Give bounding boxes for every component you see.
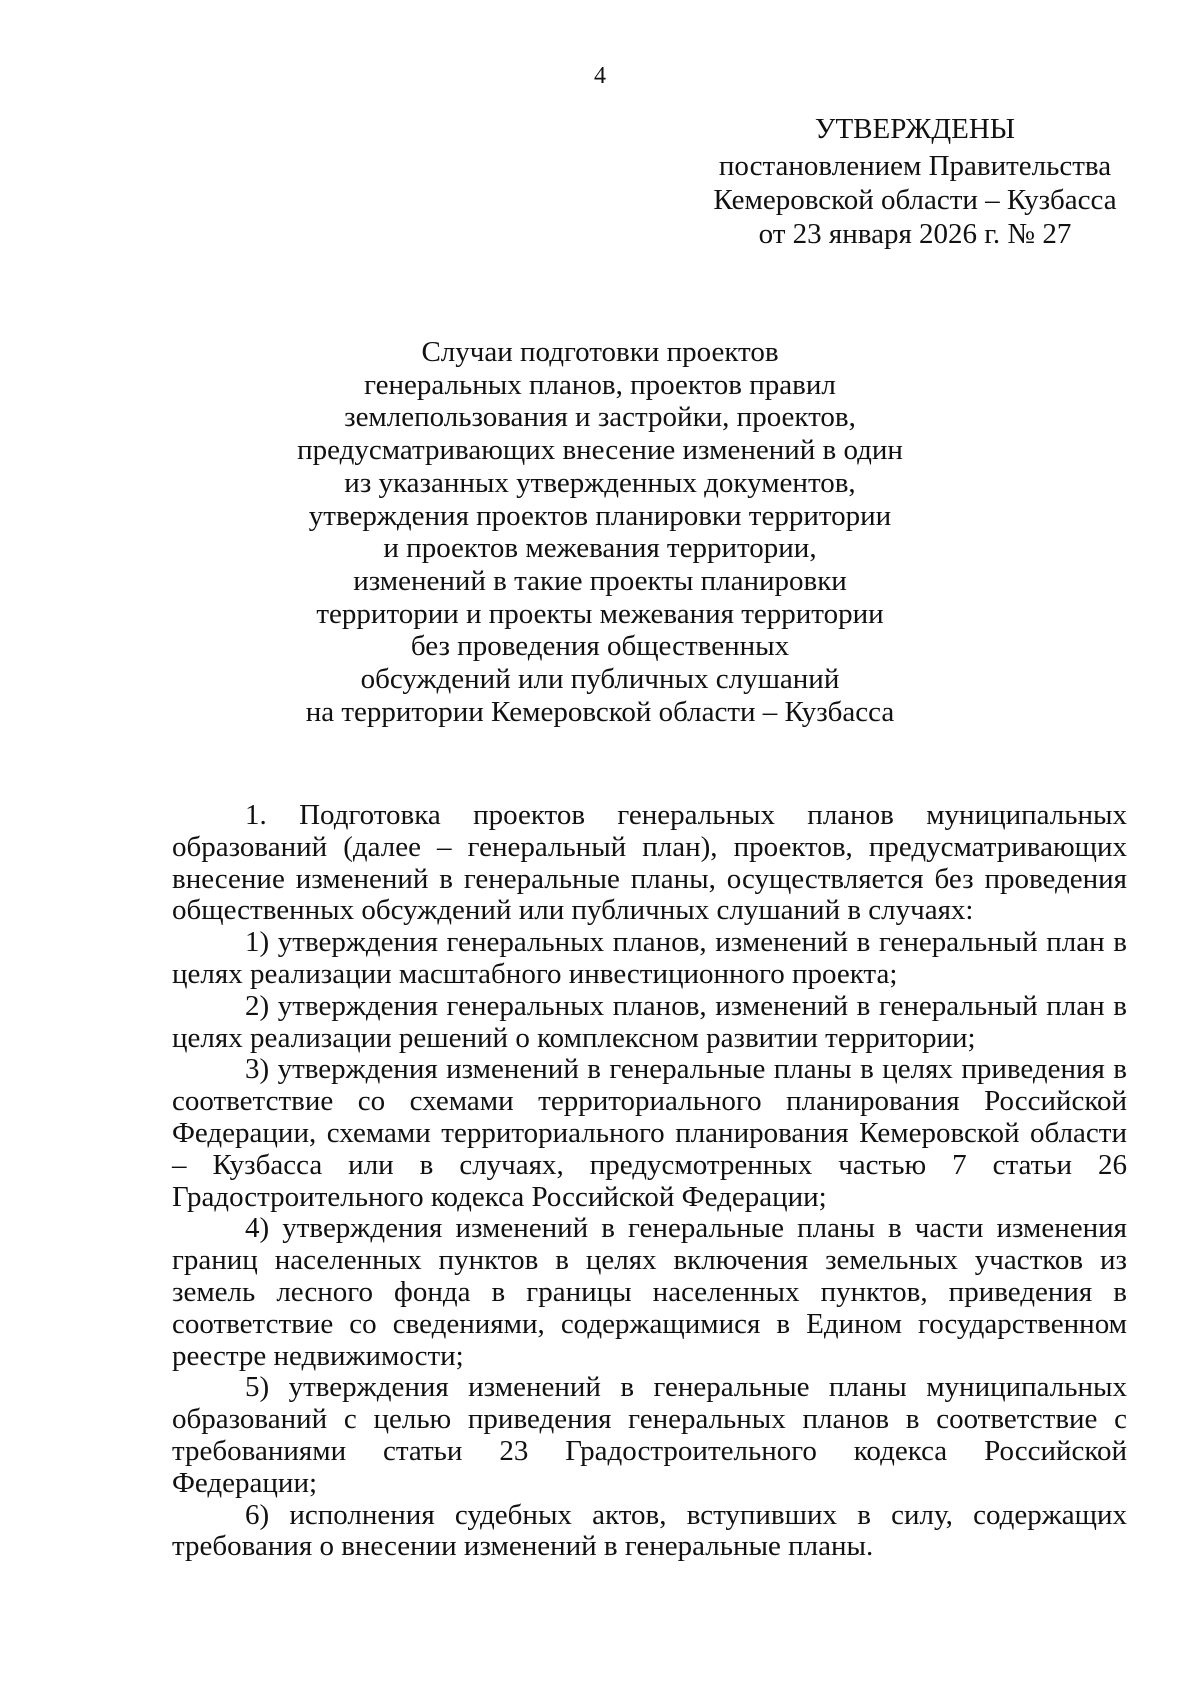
clause-1-item-1: 1) утверждения генеральных планов, изменений в генеральный план в целях реализации масштабного инвестиционного проекта;: [172, 926, 1127, 990]
title-line: изменений в такие проекты планировки: [353, 564, 847, 597]
approval-line-region: Кемеровской области – Кузбасса: [713, 184, 1117, 216]
title-line: генеральных планов, проектов правил: [364, 368, 836, 401]
page-number: 4: [594, 63, 606, 89]
clause-1-item-2: 2) утверждения генеральных планов, изменений в генеральный план в целях реализации решений о комплексном развитии территории;: [172, 989, 1127, 1054]
clause-1-item-3: 3) утверждения изменений в генеральные планы в целях приведения в соответствие со схемами территориального планирования Российской Федерации, схемами территориального планирования Кемеровской области – Кузбасса или в случаях, предусмотренных частью 7 статьи 26 Градостроительного кодекса Российской Федерации;: [172, 1053, 1127, 1213]
title-line: предусматривающих внесение изменений в один: [297, 434, 903, 467]
clause-1-item-6: 6) исполнения судебных актов, вступивших в силу, содержащих требования о внесении изменений в генеральные планы.: [172, 1498, 1127, 1563]
approval-stamp: [700, 112, 1130, 251]
document-title: [240, 336, 960, 728]
clause-1-intro: 1. Подготовка проектов генеральных планов муниципальных образований (далее – генеральный план), проектов, предусматривающих внесение изменений в генеральные планы, осуществляется без проведения общественных обсуждений или публичных слушаний в случаях:: [172, 799, 1127, 927]
approval-line-resolution: постановлением Правительства: [718, 150, 1112, 182]
approval-line-date-number: от 23 января 2026 г. № 27: [758, 218, 1072, 250]
title-line: Случаи подготовки проектов: [421, 336, 779, 368]
title-line: обсуждений или публичных слушаний: [360, 663, 840, 696]
title-line: утверждения проектов планировки территории: [308, 499, 892, 532]
title-line: без проведения общественных: [410, 630, 790, 663]
title-line: территории и проекты межевания территории: [316, 597, 884, 630]
title-line: и проектов межевания территории,: [383, 532, 817, 565]
clause-1-item-4: 4) утверждения изменений в генеральные планы в части изменения границ населенных пунктов в целях включения земельных участков из земель лесного фонда в границы населенных пунктов, приведения в соответствие со сведениями, содержащимися в Едином государственном реестре недвижимости;: [172, 1212, 1127, 1372]
clause-1-item-5: 5) утверждения изменений в генеральные планы муниципальных образований с целью приведения генеральных планов в соответствие с требованиями статьи 23 Градостроительного кодекса Российской Федерации;: [172, 1371, 1127, 1499]
approval-title: УТВЕРЖДЕНЫ: [814, 113, 1016, 145]
title-line: на территории Кемеровской области – Кузбасса: [305, 695, 895, 728]
title-line: из указанных утвержденных документов,: [344, 466, 856, 499]
title-line: землепользования и застройки, проектов,: [344, 401, 856, 434]
document-body: [172, 800, 1127, 1563]
